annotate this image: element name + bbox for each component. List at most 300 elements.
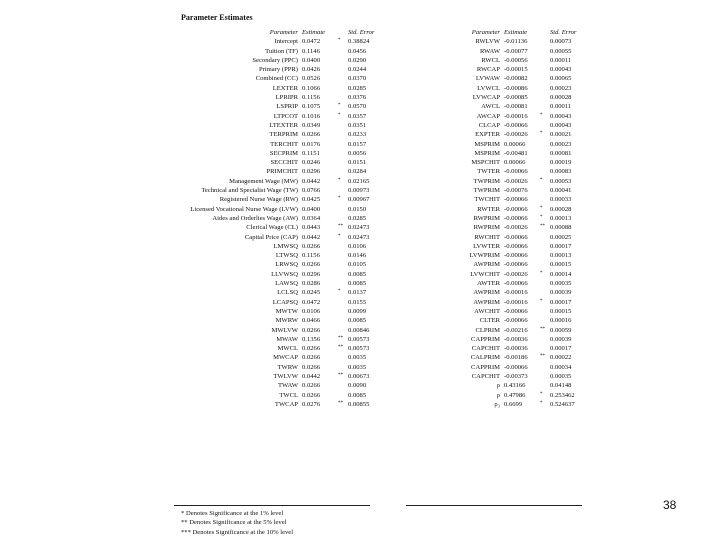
parameter-name: Clerical Wage (CL)	[246, 224, 298, 232]
table-row	[150, 84, 388, 93]
std-error-value: 0.0056	[348, 149, 367, 157]
parameter-name: LMWSQ	[273, 242, 298, 250]
footnote-rule-left	[174, 505, 370, 506]
estimate-value: -0.00066	[504, 233, 528, 241]
significance-mark	[338, 186, 348, 195]
estimate-value: 0.0466	[302, 317, 321, 325]
std-error-value: 0.00043	[550, 66, 572, 74]
table-row	[150, 372, 388, 381]
significance-mark	[338, 270, 348, 279]
parameter-name: TWRW	[277, 363, 298, 371]
parameter-name: CLCAP	[478, 121, 500, 129]
parameter-name: CAPCHIT	[471, 345, 500, 353]
estimate-value: 0.0266	[302, 382, 321, 390]
header-parameter: Parameter	[471, 29, 500, 36]
estimate-value: -0.00066	[504, 252, 528, 260]
parameter-name: Combined (CC)	[255, 75, 298, 83]
significance-mark: *	[540, 298, 543, 304]
parameter-name: MWLVW	[271, 326, 298, 334]
estimate-value: -0.00081	[504, 103, 528, 111]
parameter-name: RWPRIM	[473, 224, 500, 232]
table-row	[150, 177, 388, 186]
std-error-value: 0.00041	[550, 187, 572, 195]
parameter-name: LCAPSQ	[272, 298, 298, 306]
std-error-value: 0.00013	[550, 252, 572, 260]
std-error-value: 0.00846	[348, 326, 370, 334]
parameter-name: TWLVW	[273, 372, 298, 380]
significance-mark	[540, 260, 550, 269]
std-error-value: 0.0085	[348, 391, 367, 399]
std-error-value: 0.00088	[550, 224, 572, 232]
estimate-value: -0.00066	[504, 261, 528, 269]
estimate-value: -0.00016	[504, 289, 528, 297]
note-3: *** Denotes Significance at the 10% level	[181, 528, 294, 536]
header-estimate: Estimate	[504, 29, 528, 36]
estimate-value: 0.1156	[302, 94, 320, 102]
significance-mark	[338, 260, 348, 269]
estimate-value: 0.0266	[302, 354, 321, 362]
significance-mark: **	[540, 326, 545, 332]
table-row	[408, 121, 590, 130]
estimate-value: 0.0276	[302, 400, 321, 408]
estimate-value: 0.1066	[302, 84, 321, 92]
table-row	[408, 344, 590, 353]
table-row	[408, 214, 590, 223]
table-row	[150, 242, 388, 251]
significance-notes	[181, 509, 293, 537]
estimate-value: 0.0472	[302, 38, 321, 46]
std-error-value: 0.00043	[550, 121, 572, 129]
table-row	[150, 353, 388, 362]
parameter-name: TWPRIM	[473, 177, 500, 185]
parameter-name: LTWSQ	[275, 252, 298, 260]
estimate-value: -0.00076	[504, 187, 528, 195]
parameter-name: PRIMCHIT	[266, 168, 298, 176]
std-error-value: 0.00035	[550, 280, 572, 288]
page-number: 38	[663, 498, 677, 512]
parameter-name: MSPRIM	[474, 149, 500, 157]
significance-mark	[540, 335, 550, 344]
significance-mark	[338, 130, 348, 139]
std-error-value: 0.00081	[550, 149, 572, 157]
estimate-value: 0.0400	[302, 56, 321, 64]
significance-mark	[338, 242, 348, 251]
estimate-value: 0.43166	[504, 382, 526, 390]
std-error-value: 0.00055	[550, 47, 572, 55]
significance-mark: *	[338, 289, 341, 295]
significance-mark: **	[338, 224, 343, 230]
std-error-value: 0.00011	[550, 56, 572, 64]
significance-mark	[338, 326, 348, 335]
estimate-value: 0.00066	[504, 159, 526, 167]
table-row	[150, 223, 388, 232]
table-row	[408, 233, 590, 242]
std-error-value: 0.00014	[550, 270, 572, 278]
parameter-name: Intercept	[274, 38, 298, 46]
std-error-value: 0.0285	[348, 214, 367, 222]
table-row	[408, 186, 590, 195]
std-error-value: 0.0157	[348, 140, 367, 148]
table-row	[150, 149, 388, 158]
parameter-name: Primary (PPR)	[258, 66, 298, 74]
std-error-value: 0.253462	[550, 391, 575, 399]
significance-mark	[540, 363, 550, 372]
significance-mark	[338, 158, 348, 167]
table-row	[150, 316, 388, 325]
parameter-name: LCLSQ	[277, 289, 298, 297]
parameter-name: SECPRIM	[269, 149, 298, 157]
estimate-value: -0.00066	[504, 121, 528, 129]
significance-mark	[540, 316, 550, 325]
std-error-value: 0.00573	[348, 335, 370, 343]
std-error-value: 0.00073	[550, 38, 572, 46]
significance-mark	[540, 140, 550, 149]
estimate-value: -0.00086	[504, 84, 528, 92]
significance-mark	[338, 298, 348, 307]
estimate-value: 0.0266	[302, 391, 321, 399]
table-row	[150, 121, 388, 130]
estimate-value: 0.00066	[504, 140, 526, 148]
table-row	[150, 335, 388, 344]
significance-mark	[540, 37, 550, 46]
significance-mark	[338, 47, 348, 56]
std-error-value: 0.00016	[550, 317, 572, 325]
footnote-rule-right	[406, 505, 582, 506]
estimate-value: 0.0246	[302, 159, 321, 167]
significance-mark	[540, 279, 550, 288]
header-std-error: Std. Error	[550, 29, 577, 36]
parameter-name: MWRW	[275, 317, 298, 325]
estimate-value: -0.00066	[504, 205, 528, 213]
estimate-value: 0.0426	[302, 66, 321, 74]
estimate-value: -0.00066	[504, 214, 528, 222]
std-error-value: 0.00034	[550, 363, 572, 371]
std-error-value: 0.00043	[550, 112, 572, 120]
significance-mark	[540, 65, 550, 74]
significance-mark	[540, 56, 550, 65]
table-row	[408, 260, 590, 269]
significance-mark	[540, 121, 550, 130]
parameter-name: RWCHIT	[474, 233, 500, 241]
estimate-value: 0.47986	[504, 391, 526, 399]
significance-mark: **	[338, 335, 343, 341]
estimate-value: -0.00373	[504, 372, 528, 380]
significance-mark: *	[338, 196, 341, 202]
estimate-value: -0.00026	[504, 131, 528, 139]
estimate-value: 0.0286	[302, 280, 321, 288]
parameter-name: LVWCHIT	[470, 270, 500, 278]
estimate-value: -0.00077	[504, 47, 528, 55]
table-row	[150, 288, 388, 297]
table-row	[150, 251, 388, 260]
std-error-value: 0.00065	[550, 75, 572, 83]
table-row	[408, 288, 590, 297]
significance-mark	[540, 158, 550, 167]
significance-mark: *	[540, 177, 543, 183]
parameter-name: ρ	[496, 382, 500, 390]
table-row	[150, 344, 388, 353]
std-error-value: 0.0085	[348, 317, 367, 325]
estimate-value: 0.1016	[302, 112, 321, 120]
table-row	[408, 298, 590, 307]
std-error-value: 0.00019	[550, 159, 572, 167]
estimate-value: -0.00186	[504, 354, 528, 362]
estimate-value: 0.6699	[504, 400, 523, 408]
table-row	[150, 56, 388, 65]
significance-mark	[540, 307, 550, 316]
std-error-value: 0.524637	[550, 400, 575, 408]
estimate-value: -0.00066	[504, 317, 528, 325]
parameter-name: TWCAP	[274, 400, 298, 408]
significance-mark	[338, 65, 348, 74]
estimate-value: -0.00066	[504, 307, 528, 315]
estimate-value: 0.0766	[302, 187, 321, 195]
table-row	[408, 74, 590, 83]
significance-mark: *	[540, 214, 543, 220]
parameter-name: LVWPRIM	[469, 252, 500, 260]
estimate-value: 0.0443	[302, 224, 321, 232]
significance-mark	[338, 307, 348, 316]
std-error-value: 0.00028	[550, 94, 572, 102]
estimate-value: 0.0526	[302, 75, 321, 83]
parameter-name: EXPTER	[475, 131, 500, 139]
table-row	[150, 279, 388, 288]
parameter-name: ρ	[496, 391, 500, 399]
parameter-name: MWCL	[277, 345, 298, 353]
parameter-name: LPRIPR	[275, 94, 298, 102]
significance-mark	[540, 84, 550, 93]
parameter-name: MSPCHIT	[471, 159, 500, 167]
std-error-value: 0.00015	[550, 261, 572, 269]
std-error-value: 0.0105	[348, 261, 367, 269]
parameter-name: AWCHIT	[474, 307, 500, 315]
table-row	[150, 102, 388, 111]
parameter-name: LTPCOT	[273, 112, 298, 120]
table-row	[408, 270, 590, 279]
std-error-value: 0.0099	[348, 307, 367, 315]
std-error-value: 0.0570	[348, 103, 367, 111]
estimate-value: 0.1075	[302, 103, 321, 111]
table-row	[150, 195, 388, 204]
estimate-value: -0.00085	[504, 94, 528, 102]
table-row	[408, 195, 590, 204]
table-row	[408, 372, 590, 381]
significance-mark	[338, 205, 348, 214]
table-row	[408, 307, 590, 316]
significance-mark	[338, 121, 348, 130]
significance-mark	[338, 353, 348, 362]
estimate-value: -0.00216	[504, 326, 528, 334]
parameter-name: SECCHIT	[270, 159, 298, 167]
table-row	[408, 363, 590, 372]
estimate-value: 0.0296	[302, 270, 321, 278]
significance-mark	[338, 74, 348, 83]
parameter-name: AWCL	[481, 103, 500, 111]
std-error-value: 0.00083	[550, 168, 572, 176]
std-error-value: 0.0155	[348, 298, 367, 306]
table-row	[150, 93, 388, 102]
table-row	[408, 242, 590, 251]
significance-mark: **	[338, 400, 343, 406]
header-parameter: Parameter	[269, 29, 298, 36]
estimate-value: -0.00016	[504, 112, 528, 120]
parameter-name: LSPRIP	[276, 103, 298, 111]
std-error-value: 0.00023	[550, 140, 572, 148]
estimate-value: -0.00026	[504, 177, 528, 185]
parameter-name: RWCAP	[476, 66, 500, 74]
table-row	[150, 47, 388, 56]
estimates-table-left	[150, 28, 388, 409]
table-row	[408, 112, 590, 121]
parameter-name: TWCL	[279, 391, 298, 399]
estimate-value: -0.00036	[504, 345, 528, 353]
estimate-value: -0.00066	[504, 242, 528, 250]
table-row	[408, 158, 590, 167]
parameter-name: Aides and Orderlies Wage (AW)	[212, 214, 298, 222]
parameter-name: LAWSQ	[275, 280, 298, 288]
parameter-name: LRWSQ	[275, 261, 298, 269]
estimate-value: 0.1356	[302, 335, 321, 343]
std-error-value: 0.00017	[550, 242, 572, 250]
table-row	[150, 298, 388, 307]
parameter-name: MWCAP	[273, 354, 298, 362]
parameter-name: AWPRIM	[473, 261, 500, 269]
table-row	[150, 158, 388, 167]
std-error-value: 0.0151	[348, 159, 367, 167]
table-row	[150, 65, 388, 74]
std-error-value: 0.0290	[348, 56, 367, 64]
note-2: ** Denotes Significance at the 5% level	[181, 519, 287, 527]
note-1: * Denotes Significance at the 1% level	[181, 510, 284, 517]
significance-mark	[338, 279, 348, 288]
significance-mark: **	[338, 345, 343, 351]
std-error-value: 0.00015	[550, 307, 572, 315]
significance-mark	[540, 195, 550, 204]
table-row	[150, 130, 388, 139]
std-error-value: 0.00021	[550, 131, 572, 139]
parameter-name: LEXTER	[272, 84, 298, 92]
table-row	[150, 270, 388, 279]
significance-mark	[540, 74, 550, 83]
estimate-value: -0.00066	[504, 280, 528, 288]
significance-mark	[338, 56, 348, 65]
estimate-value: -0.00056	[504, 56, 528, 64]
table-row	[408, 84, 590, 93]
std-error-value: 0.00013	[550, 214, 572, 222]
significance-mark	[540, 93, 550, 102]
significance-mark	[338, 84, 348, 93]
estimate-value: 0.0266	[302, 363, 321, 371]
table-row	[150, 205, 388, 214]
table-row	[408, 205, 590, 214]
std-error-value: 0.00017	[550, 298, 572, 306]
significance-mark: *	[540, 205, 543, 211]
std-error-value: 0.00973	[348, 187, 370, 195]
parameter-name: CAPCHIT	[471, 372, 500, 380]
significance-mark	[540, 344, 550, 353]
table-row	[150, 381, 388, 390]
significance-mark	[338, 93, 348, 102]
significance-mark: *	[338, 177, 341, 183]
table-row	[408, 93, 590, 102]
estimate-value: 0.0349	[302, 121, 321, 129]
table-row	[150, 363, 388, 372]
parameter-name: Capital Price (CAP)	[244, 233, 298, 241]
significance-mark	[540, 288, 550, 297]
table-row	[150, 260, 388, 269]
table-row	[408, 130, 590, 139]
parameter-name: LVWAW	[475, 75, 500, 83]
parameter-name: RWAW	[480, 47, 500, 55]
parameter-name: TERPRIM	[269, 131, 298, 139]
table-title: Parameter Estimates	[181, 13, 253, 22]
std-error-value: 0.0150	[348, 205, 367, 213]
significance-mark	[540, 381, 550, 390]
table-row	[150, 186, 388, 195]
parameter-name: CLPRIM	[475, 326, 500, 334]
parameter-name: CAPPRIM	[471, 335, 500, 343]
significance-mark	[540, 186, 550, 195]
significance-mark	[338, 381, 348, 390]
estimate-value: 0.0425	[302, 196, 321, 204]
estimate-value: 0.0106	[302, 307, 321, 315]
std-error-value: 0.00022	[550, 354, 572, 362]
parameter-name: AWCAP	[476, 112, 500, 120]
parameter-name: LVWTER	[473, 242, 500, 250]
significance-mark: *	[540, 400, 543, 406]
parameter-name: CLTER	[479, 317, 500, 325]
significance-mark	[540, 233, 550, 242]
parameter-name: TERCHIT	[270, 140, 298, 148]
estimate-value: -0.00016	[504, 298, 528, 306]
parameter-name: RWTER	[477, 205, 500, 213]
table-row	[408, 381, 590, 390]
estimate-value: 0.1151	[302, 149, 320, 157]
parameter-name: LVWCAP	[472, 94, 500, 102]
significance-mark	[338, 140, 348, 149]
std-error-value: 0.0456	[348, 47, 367, 55]
parameter-name: LLVWSQ	[271, 270, 298, 278]
table-row	[408, 177, 590, 186]
significance-mark	[338, 251, 348, 260]
table-row	[150, 37, 388, 46]
std-error-value: 0.0035	[348, 363, 367, 371]
std-error-value: 0.00017	[550, 345, 572, 353]
parameter-name: ρ₃	[494, 400, 500, 408]
std-error-value: 0.00039	[550, 289, 572, 297]
std-error-value: 0.0357	[348, 112, 367, 120]
std-error-value: 0.0106	[348, 242, 367, 250]
std-error-value: 0.0233	[348, 131, 367, 139]
std-error-value: 0.00028	[550, 205, 572, 213]
estimate-value: -0.00036	[504, 335, 528, 343]
significance-mark: *	[338, 112, 341, 118]
std-error-value: 0.00855	[348, 400, 370, 408]
estimate-value: 0.0472	[302, 298, 321, 306]
parameter-name: CAPPRIM	[471, 363, 500, 371]
estimate-value: -0.00015	[504, 66, 528, 74]
table-row	[408, 326, 590, 335]
estimate-value: -0.00066	[504, 196, 528, 204]
table-row	[150, 112, 388, 121]
significance-mark	[338, 391, 348, 400]
parameter-name: AWPRIM	[473, 289, 500, 297]
parameter-name: LVWCL	[477, 84, 500, 92]
table-row	[150, 74, 388, 83]
std-error-value: 0.00033	[550, 196, 572, 204]
significance-mark: *	[540, 112, 543, 118]
table-row	[408, 391, 590, 400]
